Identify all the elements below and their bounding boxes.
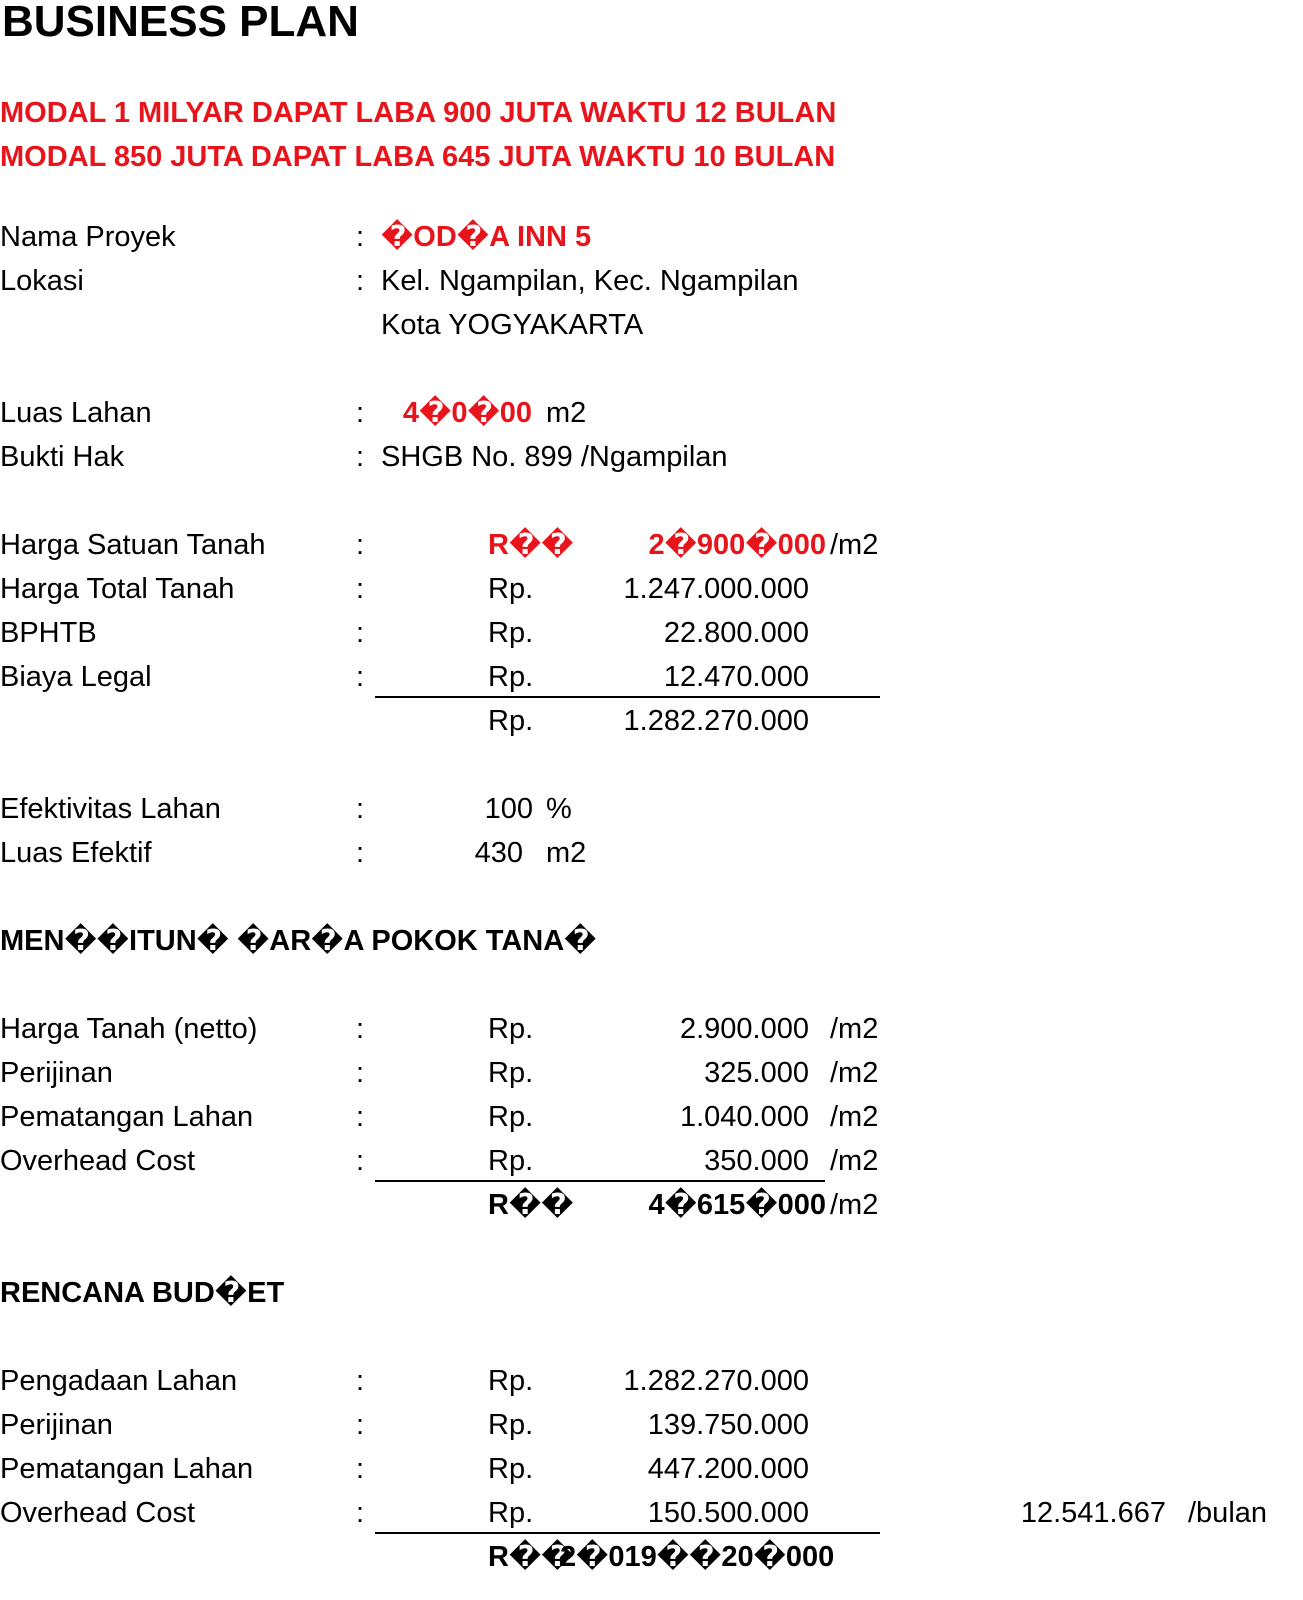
harga-satuan-currency: R�� — [488, 529, 574, 561]
harga-satuan-value: 2�900�000 — [648, 529, 826, 561]
efektivitas-lahan-value: 100 — [484, 793, 533, 825]
harga-total-tanah-value: 1.247.000.000 — [623, 573, 809, 605]
overhead-monthly-unit: /bulan — [1188, 1497, 1268, 1529]
currency-rp: Rp. — [488, 1409, 534, 1441]
colon: : — [356, 1497, 365, 1529]
luas-efektif-label: Luas Efektif — [0, 837, 152, 869]
colon: : — [356, 1365, 365, 1397]
colon: : — [356, 661, 365, 693]
hpp-row-label: Perijinan — [0, 1057, 113, 1089]
hpp-row-unit: /m2 — [830, 1145, 879, 1177]
budget-total-value: 2�019��20�000 — [560, 1541, 835, 1573]
luas-lahan-value: 4�0�00 — [402, 397, 532, 429]
hpp-row-unit: /m2 — [830, 1057, 879, 1089]
bukti-hak-label: Bukti Hak — [0, 441, 125, 473]
luas-lahan-label: Luas Lahan — [0, 397, 152, 429]
harga-satuan-tanah-label: Harga Satuan Tanah — [0, 529, 266, 561]
lokasi-label: Lokasi — [0, 265, 84, 297]
overhead-monthly-value: 12.541.667 — [1020, 1497, 1166, 1529]
budget-row-label: Overhead Cost — [0, 1497, 196, 1529]
hpp-row-label: Pematangan Lahan — [0, 1101, 254, 1133]
budget-row-value: 139.750.000 — [647, 1409, 809, 1441]
bphtb-value: 22.800.000 — [663, 617, 809, 649]
hpp-row-value: 2.900.000 — [679, 1013, 809, 1045]
budget-row-value: 150.500.000 — [647, 1497, 809, 1529]
budget-row-value: 447.200.000 — [647, 1453, 809, 1485]
colon: : — [356, 441, 365, 473]
hpp-row-unit: /m2 — [830, 1101, 879, 1133]
harga-satuan-unit: /m2 — [830, 529, 879, 561]
luas-efektif-unit: m2 — [546, 837, 587, 869]
lokasi-value-line2: Kota YOGYAKARTA — [381, 309, 644, 341]
colon: : — [356, 1057, 365, 1089]
hpp-row-unit: /m2 — [830, 1013, 879, 1045]
colon: : — [356, 837, 365, 869]
currency-rp: Rp. — [488, 1057, 534, 1089]
currency-rp: Rp. — [488, 1013, 534, 1045]
pengadaan-lahan-total: 1.282.270.000 — [623, 705, 809, 737]
budget-row-label: Pematangan Lahan — [0, 1453, 254, 1485]
colon: : — [356, 529, 365, 561]
budget-heading: RENCANA BUD�ET — [0, 1277, 285, 1309]
nama-proyek-label: Nama Proyek — [0, 221, 176, 253]
biaya-legal-value: 12.470.000 — [663, 661, 809, 693]
efektivitas-lahan-unit: % — [546, 793, 572, 825]
sum-divider — [375, 696, 880, 698]
lokasi-value-line1: Kel. Ngampilan, Kec. Ngampilan — [381, 265, 799, 297]
bukti-hak-value: SHGB No. 899 /Ngampilan — [381, 441, 728, 473]
budget-sum-divider — [375, 1532, 880, 1534]
hpp-row-value: 350.000 — [704, 1145, 809, 1177]
colon: : — [356, 1409, 365, 1441]
colon: : — [356, 1013, 365, 1045]
currency-rp: Rp. — [488, 1365, 534, 1397]
colon: : — [356, 793, 365, 825]
currency-rp: Rp. — [488, 1101, 534, 1133]
headline-2: MODAL 850 JUTA DAPAT LABA 645 JUTA WAKTU 10 BULAN — [0, 141, 836, 173]
budget-row-value: 1.282.270.000 — [623, 1365, 809, 1397]
currency-rp: Rp. — [488, 705, 534, 737]
hpp-heading: MEN��ITUN� �AR�A POKOK TANA� — [0, 925, 597, 957]
colon: : — [356, 1145, 365, 1177]
budget-row-label: Perijinan — [0, 1409, 113, 1441]
efektivitas-lahan-label: Efektivitas Lahan — [0, 793, 221, 825]
bphtb-label: BPHTB — [0, 617, 97, 649]
currency-rp: Rp. — [488, 661, 534, 693]
hpp-row-value: 325.000 — [704, 1057, 809, 1089]
nama-proyek-value: �OD�A INN 5 — [381, 221, 592, 253]
currency-rp: Rp. — [488, 1453, 534, 1485]
hpp-row-label: Overhead Cost — [0, 1145, 196, 1177]
hpp-row-value: 1.040.000 — [679, 1101, 809, 1133]
hpp-total-value: 4�615�000 — [648, 1189, 826, 1221]
colon: : — [356, 221, 365, 253]
page-title: BUSINESS PLAN — [2, 0, 359, 46]
luas-efektif-value: 430 — [474, 837, 523, 869]
budget-total-currency: R�� — [488, 1541, 574, 1573]
colon: : — [356, 265, 365, 297]
colon: : — [356, 1453, 365, 1485]
hpp-total-currency: R�� — [488, 1189, 574, 1221]
colon: : — [356, 573, 365, 605]
currency-rp: Rp. — [488, 1145, 534, 1177]
colon: : — [356, 397, 365, 429]
harga-total-tanah-label: Harga Total Tanah — [0, 573, 235, 605]
hpp-total-unit: /m2 — [830, 1189, 879, 1221]
colon: : — [356, 617, 365, 649]
hpp-sum-divider — [375, 1180, 825, 1182]
colon: : — [356, 1101, 365, 1133]
budget-row-label: Pengadaan Lahan — [0, 1365, 238, 1397]
hpp-row-label: Harga Tanah (netto) — [0, 1013, 258, 1045]
headline-1: MODAL 1 MILYAR DAPAT LABA 900 JUTA WAKTU 12 BULAN — [0, 97, 837, 129]
biaya-legal-label: Biaya Legal — [0, 661, 152, 693]
currency-rp: Rp. — [488, 617, 534, 649]
luas-lahan-unit: m2 — [546, 397, 587, 429]
currency-rp: Rp. — [488, 573, 534, 605]
currency-rp: Rp. — [488, 1497, 534, 1529]
